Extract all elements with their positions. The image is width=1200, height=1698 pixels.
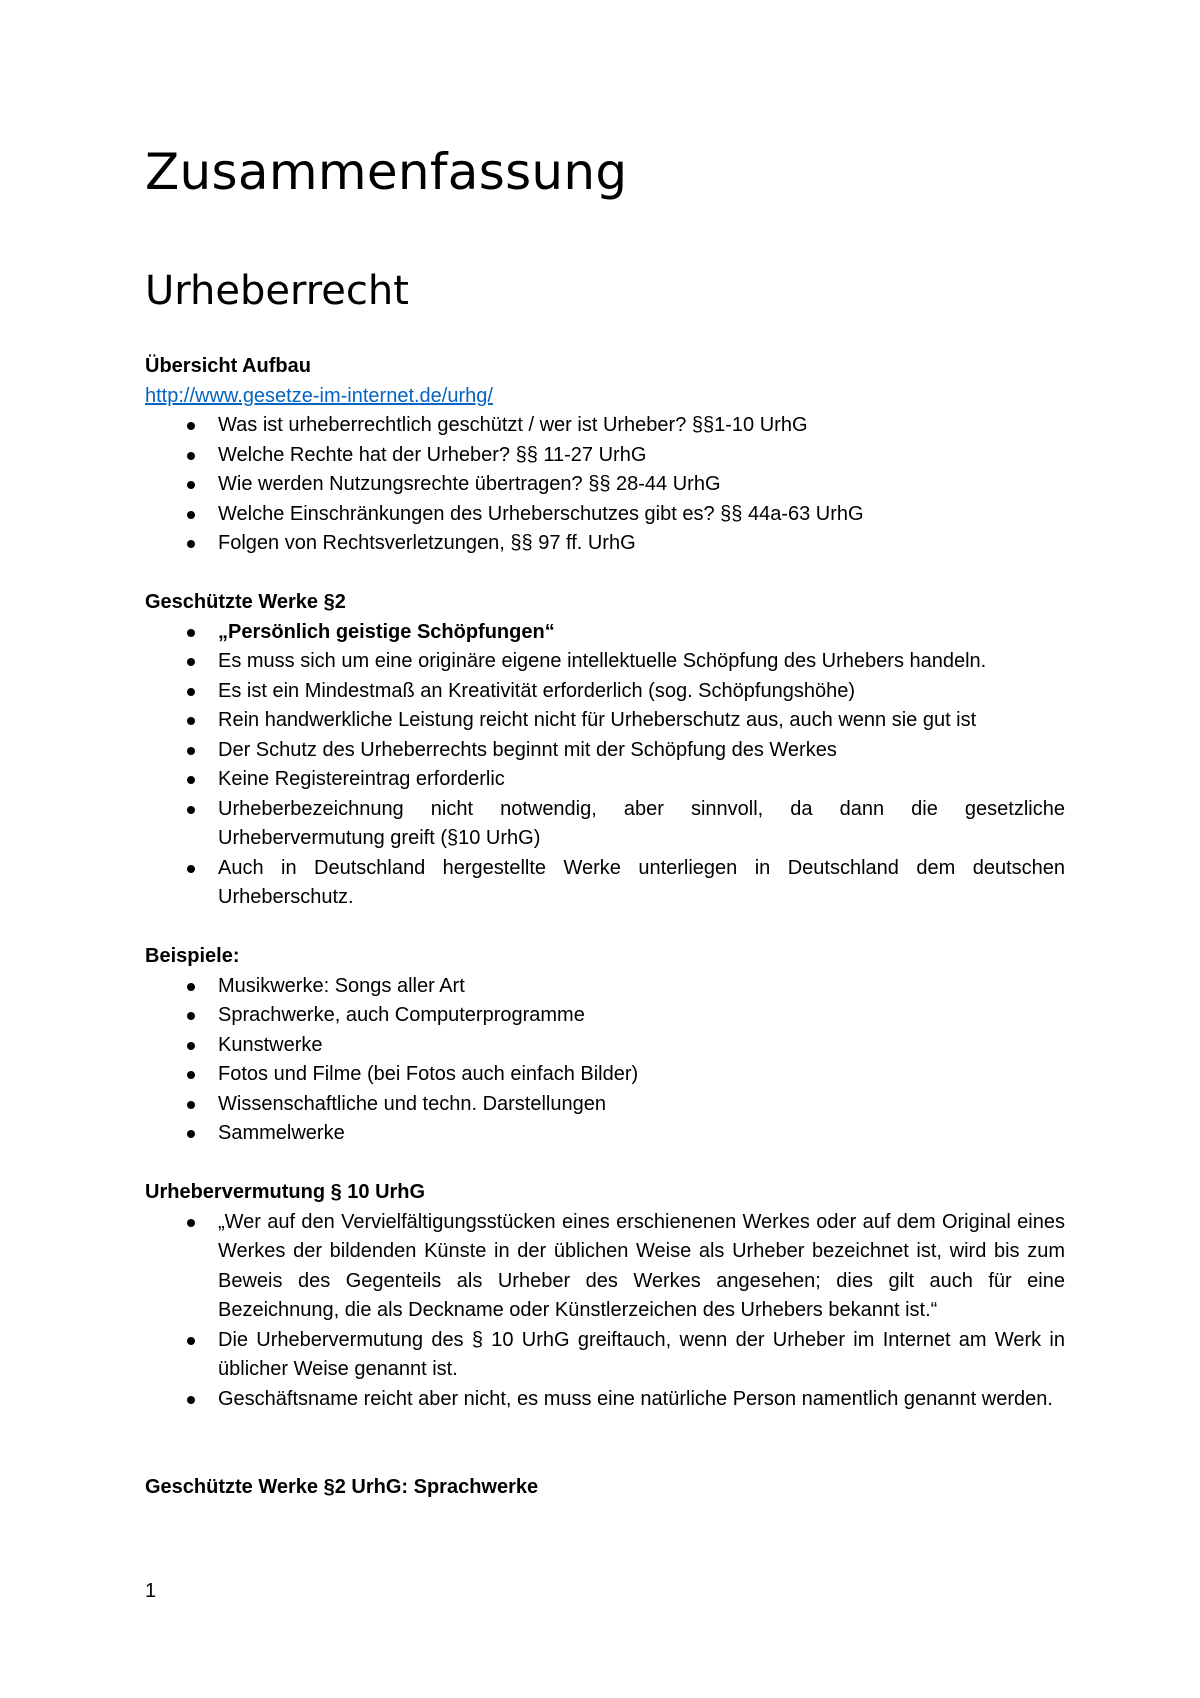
document-body	[145, 352, 1065, 1503]
list-item: Auch in Deutschland hergestellte Werke unterliegen in Deutschland dem deutschen Urheberschutz.	[145, 854, 1065, 913]
list-item: Was ist urheberrechtlich geschützt / wer ist Urheber? §§1-10 UrhG	[145, 411, 1065, 441]
list-item: Welche Rechte hat der Urheber? §§ 11-27 UrhG	[145, 441, 1065, 471]
overview-heading: Übersicht Aufbau	[145, 355, 311, 377]
bullet-icon	[187, 1130, 195, 1138]
list-item: Urheberbezeichnung nicht notwendig, aber sinnvoll, da dann die gesetzliche Urhebervermutung greift (§10 UrhG)	[145, 795, 1065, 854]
bullet-icon	[187, 629, 195, 637]
bullet-icon	[187, 658, 195, 666]
paragraph-spacer	[145, 1149, 1065, 1179]
overview-list	[145, 411, 1065, 559]
bullet-icon	[187, 422, 195, 430]
presumption-heading: Urhebervermutung § 10 UrhG	[145, 1181, 426, 1203]
bullet-icon	[187, 1071, 195, 1079]
bullet-icon	[187, 1219, 195, 1227]
list-item: Rein handwerkliche Leistung reicht nicht für Urheberschutz aus, auch wenn sie gut ist	[145, 706, 1065, 736]
list-item: Es muss sich um eine originäre eigene intellektuelle Schöpfung des Urhebers handeln.	[145, 647, 1065, 677]
paragraph-spacer	[145, 559, 1065, 589]
list-item: Wissenschaftliche und techn. Darstellungen	[145, 1090, 1065, 1120]
list-item: Die Urhebervermutung des § 10 UrhG greiftauch, wenn der Urheber im Internet am Werk in üblicher Weise genannt ist.	[145, 1326, 1065, 1385]
page-number: 1	[145, 1580, 157, 1602]
list-item: Es ist ein Mindestmaß an Kreativität erforderlich (sog. Schöpfungshöhe)	[145, 677, 1065, 707]
list-item: Musikwerke: Songs aller Art	[145, 972, 1065, 1002]
protected-works-heading: Geschützte Werke §2	[145, 591, 346, 613]
list-item: „Wer auf den Vervielfältigungsstücken eines erschienenen Werkes oder auf dem Original eines Werkes der bildenden Künste in der üblichen Weise als Urheber bezeichnet ist, wird bis zum Beweis des Gegenteils als Urheber des Werkes angesehen; dies gilt auch für eine Bezeichnung, die als Deckname oder Künstlerzeichen des Urhebers bekannt ist.“	[145, 1208, 1065, 1326]
paragraph-spacer	[145, 1414, 1065, 1473]
list-item: Sammelwerke	[145, 1119, 1065, 1149]
list-item: Folgen von Rechtsverletzungen, §§ 97 ff. UrhG	[145, 529, 1065, 559]
protected-works-list	[145, 618, 1065, 913]
list-item: Welche Einschränkungen des Urheberschutzes gibt es? §§ 44a-63 UrhG	[145, 500, 1065, 530]
bullet-icon	[187, 511, 195, 519]
bullet-icon	[187, 776, 195, 784]
list-item: Wie werden Nutzungsrechte übertragen? §§ 28-44 UrhG	[145, 470, 1065, 500]
bullet-icon	[187, 983, 195, 991]
bullet-icon	[187, 452, 195, 460]
bullet-icon	[187, 806, 195, 814]
bullet-icon	[187, 481, 195, 489]
document-subtitle: Urheberrecht	[145, 268, 409, 314]
examples-list	[145, 972, 1065, 1149]
presumption-list	[145, 1208, 1065, 1415]
bullet-icon	[187, 1012, 195, 1020]
bullet-icon	[187, 717, 195, 725]
list-item: Geschäftsname reicht aber nicht, es muss eine natürliche Person namentlich genannt werden.	[145, 1385, 1065, 1415]
list-item: Der Schutz des Urheberrechts beginnt mit der Schöpfung des Werkes	[145, 736, 1065, 766]
gesetze-link[interactable]: http://www.gesetze-im-internet.de/urhg/	[145, 384, 493, 407]
list-item: Fotos und Filme (bei Fotos auch einfach Bilder)	[145, 1060, 1065, 1090]
bullet-icon	[187, 1337, 195, 1345]
bullet-icon	[187, 1101, 195, 1109]
language-works-heading: Geschützte Werke §2 UrhG: Sprachwerke	[145, 1476, 539, 1498]
bullet-icon	[187, 747, 195, 755]
bullet-icon	[187, 1396, 195, 1404]
bullet-icon	[187, 865, 195, 873]
document-title: Zusammenfassung	[145, 143, 628, 201]
list-item: „Persönlich geistige Schöpfungen“	[145, 618, 1065, 648]
list-item: Keine Registereintrag erforderlic	[145, 765, 1065, 795]
bullet-icon	[187, 688, 195, 696]
bullet-icon	[187, 540, 195, 548]
list-item: Kunstwerke	[145, 1031, 1065, 1061]
list-item: Sprachwerke, auch Computerprogramme	[145, 1001, 1065, 1031]
bullet-icon	[187, 1042, 195, 1050]
paragraph-spacer	[145, 913, 1065, 943]
examples-heading: Beispiele:	[145, 945, 240, 967]
